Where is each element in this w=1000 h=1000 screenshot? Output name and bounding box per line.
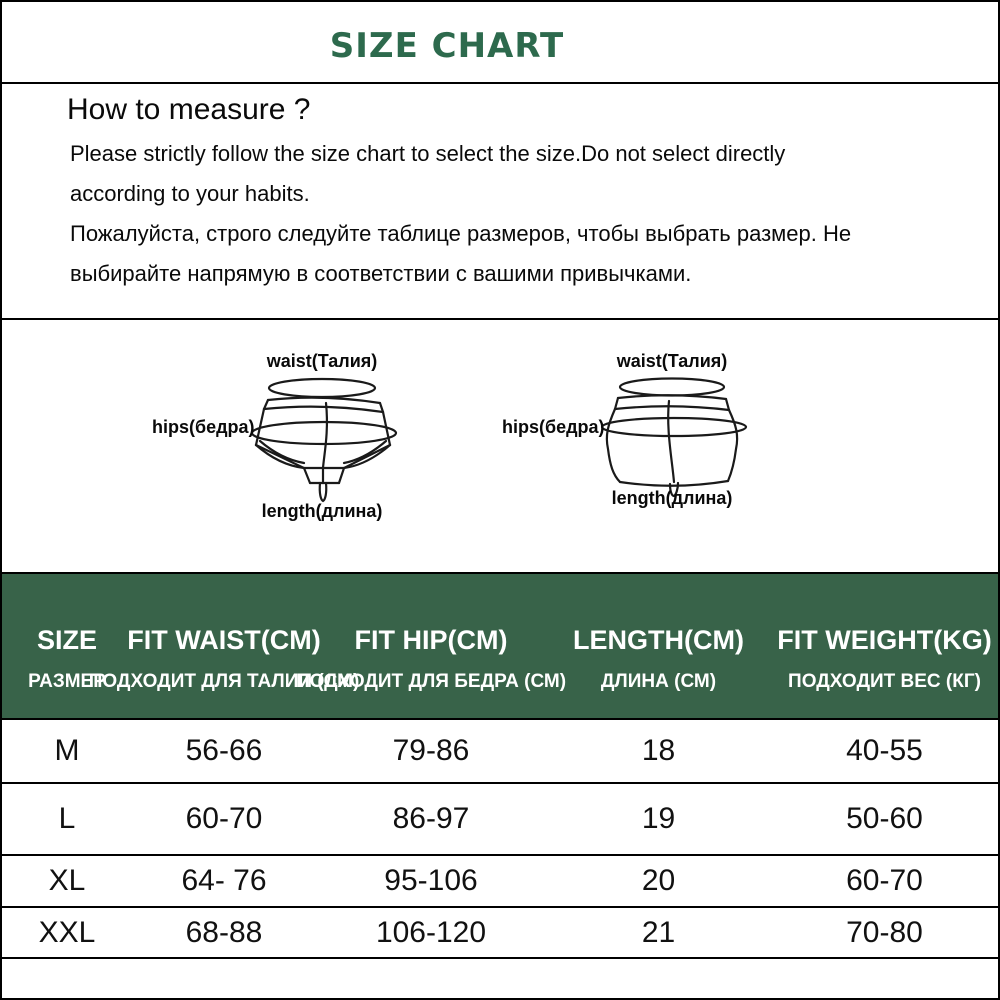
hips-ellipse bbox=[252, 422, 396, 444]
how-to-measure-text bbox=[70, 134, 851, 294]
length-label: length(длина) bbox=[261, 501, 383, 521]
diagrams-box bbox=[0, 318, 1000, 574]
cell-size: L bbox=[58, 802, 76, 835]
waist-label: waist(Талия) bbox=[266, 351, 378, 371]
title-box bbox=[0, 0, 1000, 84]
length-label: length(длина) bbox=[611, 488, 733, 508]
cell-size: XL bbox=[48, 864, 86, 897]
hips-ellipse bbox=[602, 418, 746, 436]
header-fit-hip-ru: ПОДХОДИТ ДЛЯ БЕДРА (СМ) bbox=[295, 671, 567, 692]
center-seam bbox=[668, 401, 674, 482]
how-to-measure-heading: How to measure ? bbox=[67, 93, 311, 126]
cell-hip: 106-120 bbox=[375, 915, 487, 949]
boyshort-diagram bbox=[502, 337, 842, 542]
cell-weight: 40-55 bbox=[846, 734, 923, 767]
header-fit-weight-ru: ПОДХОДИТ ВЕС (КГ) bbox=[788, 671, 981, 692]
cell-waist: 68-88 bbox=[185, 915, 263, 949]
cell-weight: 60-70 bbox=[846, 864, 923, 897]
measure-text-ru-line2: выбирайте напрямую в соответствии с вашими привычками. bbox=[70, 261, 692, 286]
header-size-ru: РАЗМЕР bbox=[28, 671, 106, 692]
measure-text-en-line2: according to your habits. bbox=[70, 181, 310, 206]
cell-size: M bbox=[54, 734, 80, 767]
waist-label: waist(Талия) bbox=[616, 351, 728, 371]
cell-size: XXL bbox=[38, 915, 96, 949]
cell-hip: 86-97 bbox=[392, 802, 470, 835]
hips-label: hips(бедра) bbox=[502, 417, 605, 437]
header-cell-length bbox=[546, 625, 771, 693]
header-fit-waist-en: FIT WAIST(CM) bbox=[127, 625, 321, 655]
waist-ellipse bbox=[269, 379, 375, 397]
measure-text-ru-line1: Пожалуйста, строго следуйте таблице размеров, чтобы выбрать размер. Не bbox=[70, 221, 852, 246]
cell-weight: 70-80 bbox=[846, 915, 923, 949]
header-cell-fit-waist bbox=[88, 625, 360, 693]
cell-length: 18 bbox=[641, 734, 676, 767]
table-row-m bbox=[2, 720, 998, 784]
cell-hip: 79-86 bbox=[392, 734, 470, 767]
brief-diagram bbox=[152, 337, 492, 542]
header-length-en: LENGTH(CM) bbox=[573, 625, 744, 655]
how-to-measure-box bbox=[0, 82, 1000, 320]
table-row-xxl bbox=[2, 908, 998, 959]
cell-length: 20 bbox=[641, 864, 676, 897]
header-size-en: SIZE bbox=[36, 625, 97, 655]
header-length-ru: ДЛИНА (СМ) bbox=[600, 671, 717, 692]
header-cell-fit-hip bbox=[295, 625, 567, 693]
header-fit-weight-en: FIT WEIGHT(KG) bbox=[777, 625, 992, 655]
cell-hip: 95-106 bbox=[384, 864, 478, 897]
table-row-xl bbox=[2, 856, 998, 908]
cell-waist: 64- 76 bbox=[181, 864, 267, 897]
size-table bbox=[0, 572, 1000, 1000]
cell-length: 19 bbox=[641, 802, 676, 835]
size-table-header bbox=[2, 574, 998, 720]
gusset-tip bbox=[320, 483, 327, 501]
measure-text-en-line1: Please strictly follow the size chart to select the size.Do not select directly bbox=[70, 141, 786, 166]
header-fit-waist-ru: ПОДХОДИТ ДЛЯ ТАЛИИ (СМ) bbox=[88, 671, 360, 692]
header-fit-hip-en: FIT HIP(CM) bbox=[354, 625, 508, 655]
page-title: SIZE CHART bbox=[329, 26, 565, 66]
hips-label: hips(бедра) bbox=[152, 417, 255, 437]
cell-waist: 60-70 bbox=[185, 802, 263, 835]
header-cell-fit-weight bbox=[771, 625, 998, 693]
table-row-l bbox=[2, 784, 998, 856]
empty-row bbox=[2, 959, 998, 998]
waist-ellipse bbox=[620, 379, 724, 396]
cell-weight: 50-60 bbox=[846, 802, 923, 835]
cell-length: 21 bbox=[641, 915, 676, 949]
cell-waist: 56-66 bbox=[185, 734, 263, 767]
